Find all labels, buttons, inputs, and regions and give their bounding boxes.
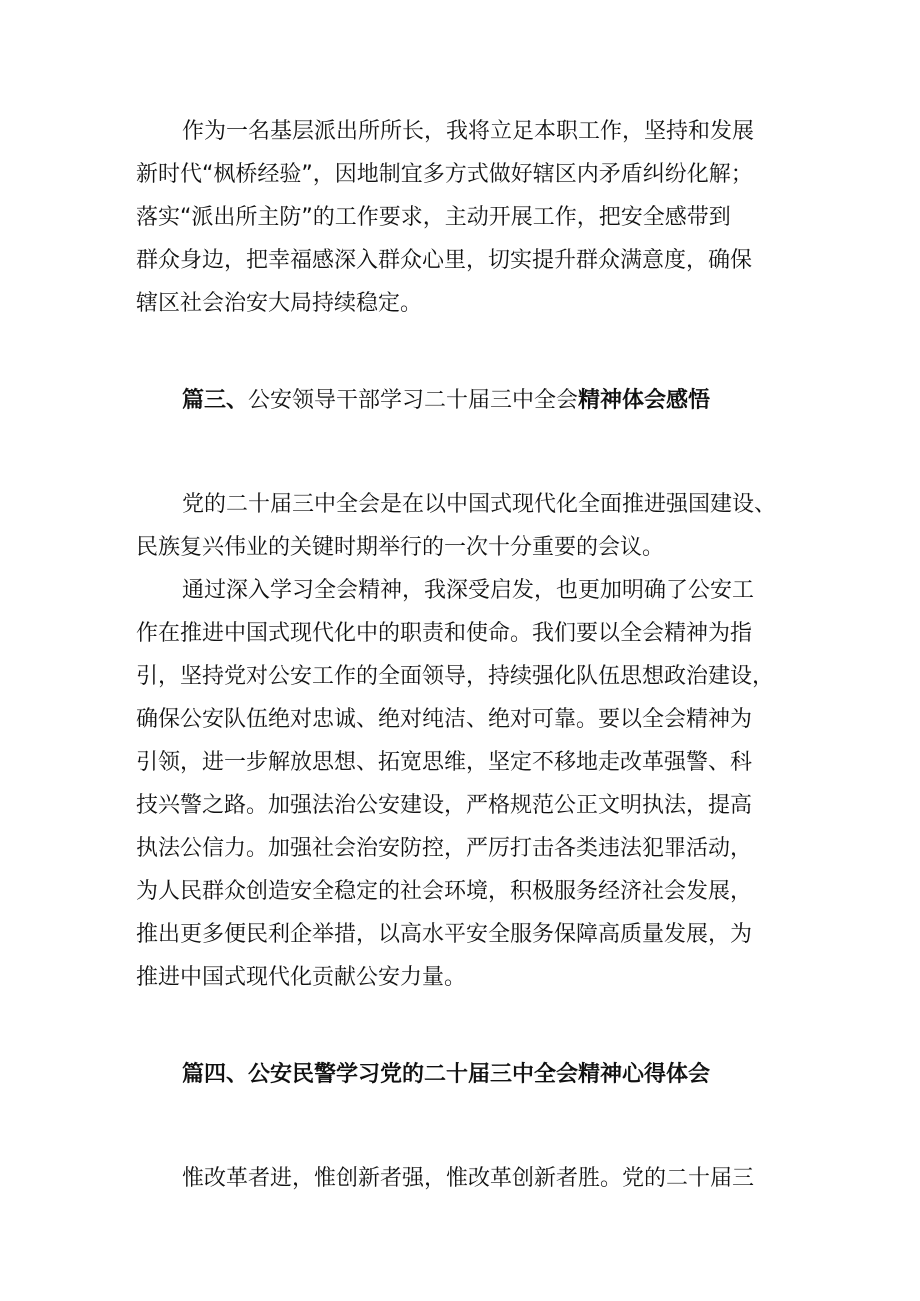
paragraph-line: 引，坚持党对公安工作的全面领导，持续强化队伍思想政治建设，: [136, 664, 775, 689]
paragraph-line: 确保公安队伍绝对忠诚、绝对纯洁、绝对可靠。要以全会精神为: [136, 707, 753, 732]
paragraph-line: 新时代“枫桥经验”，因地制宜多方式做好辖区内矛盾纠纷化解；: [136, 162, 753, 187]
paragraph-line: 民族复兴伟业的关键时期举行的一次十分重要的会议。: [136, 535, 665, 560]
paragraph-line: 群众身边，把幸福感深入群众心里，切实提升群众满意度，确保: [136, 248, 753, 273]
heading-middle: 公安领导干部学习二十届三中全会: [248, 388, 579, 413]
paragraph-line: 引领，进一步解放思想、拓宽思维，坚定不移地走改革强警、科: [136, 750, 753, 775]
paragraph-line: 惟改革者进，惟创新者强，惟改革创新者胜。党的二十届三: [182, 1166, 755, 1191]
paragraph-line: 为人民群众创造安全稳定的社会环境，积极服务经济社会发展，: [136, 879, 753, 904]
section-heading-3: [182, 383, 782, 419]
paragraph-line: 推出更多便民利企举措，以高水平安全服务保障高质量发展，为: [136, 922, 753, 947]
heading-prefix: 篇三、: [182, 388, 249, 413]
section-heading-4: 篇四、公安民警学习党的二十届三中全会精神心得体会: [182, 1062, 711, 1087]
paragraph-line: 通过深入学习全会精神，我深受启发，也更加明确了公安工: [182, 578, 755, 603]
paragraph-line: 执法公信力。加强社会治安防控，严厉打击各类违法犯罪活动，: [136, 836, 753, 861]
paragraph-line: 作为一名基层派出所所长，我将立足本职工作，坚持和发展: [182, 119, 755, 144]
paragraph-line: 推进中国式现代化贡献公安力量。: [136, 965, 467, 990]
paragraph-line: 党的二十届三中全会是在以中国式现代化全面推进强国建设、: [182, 492, 777, 517]
paragraph-line: 落实“派出所主防”的工作要求，主动开展工作，把安全感带到: [136, 205, 731, 230]
paragraph-line: 作在推进中国式现代化中的职责和使命。我们要以全会精神为指: [136, 621, 753, 646]
paragraph-line: 技兴警之路。加强法治公安建设，严格规范公正文明执法，提高: [136, 793, 753, 818]
heading-suffix: 精神体会感悟: [578, 388, 711, 413]
paragraph-line: 辖区社会治安大局持续稳定。: [136, 291, 423, 316]
